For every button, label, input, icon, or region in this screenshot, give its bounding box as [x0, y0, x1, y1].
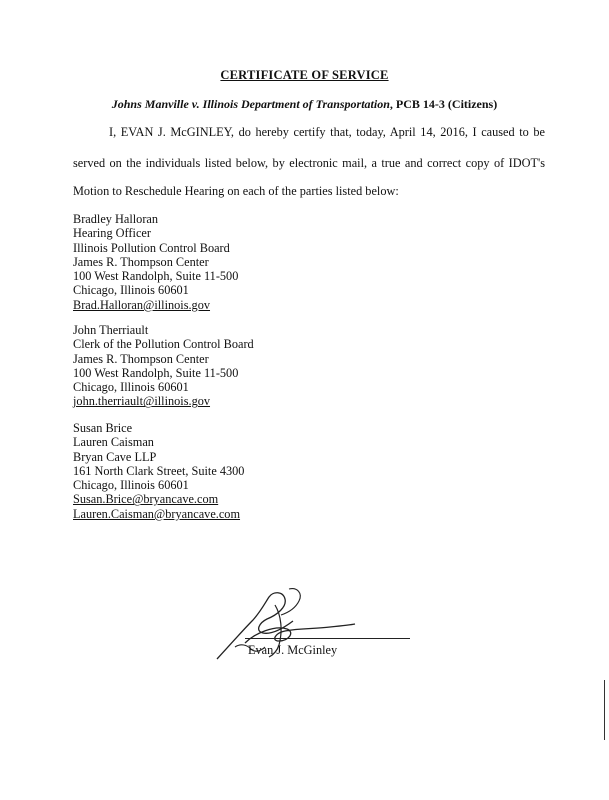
- recipient-email-link[interactable]: Susan.Brice@bryancave.com: [73, 492, 219, 507]
- recipient-firm: Bryan Cave LLP: [73, 449, 157, 464]
- recipient-name: Bradley Halloran: [73, 212, 159, 226]
- recipient-name: Susan Brice: [73, 421, 133, 435]
- signer-name: Evan J. McGinley: [248, 643, 338, 657]
- recipient-email-link[interactable]: john.therriault@illinois.gov: [73, 394, 211, 409]
- document-title: CERTIFICATE OF SERVICE: [220, 68, 389, 82]
- recipient-email-link[interactable]: Lauren.Caisman@bryancave.com: [73, 506, 241, 521]
- recipient-block-bryan-cave: [73, 421, 244, 521]
- signature-line: [245, 638, 410, 639]
- recipient-block-halloran: [73, 212, 238, 312]
- recipient-title: Clerk of the Pollution Control Board: [73, 337, 254, 352]
- recipient-organization: Illinois Pollution Control Board: [73, 240, 230, 255]
- case-number: , PCB 14-3 (Citizens): [389, 97, 498, 111]
- recipient-street: 100 West Randolph, Suite 11-500: [73, 365, 239, 380]
- recipient-name: Lauren Caisman: [73, 435, 154, 450]
- recipient-email-link[interactable]: Brad.Halloran@illinois.gov: [73, 297, 211, 312]
- recipient-name: John Therriault: [73, 323, 149, 337]
- recipient-city: Chicago, Illinois 60601: [73, 380, 189, 395]
- recipient-street: 161 North Clark Street, Suite 4300: [73, 463, 245, 478]
- recipient-building: James R. Thompson Center: [73, 351, 209, 366]
- recipient-street: 100 West Randolph, Suite 11-500: [73, 269, 239, 284]
- certification-line-3: Motion to Reschedule Hearing on each of the parties listed below:: [73, 184, 399, 198]
- certification-line-1: I, EVAN J. McGINLEY, do hereby certify that, today, April 14, 2016, I caused to be: [109, 125, 545, 139]
- recipient-title: Hearing Officer: [73, 226, 151, 241]
- case-name: Johns Manville v. Illinois Department of Transportation: [111, 97, 390, 111]
- recipient-building: James R. Thompson Center: [73, 254, 209, 269]
- recipient-block-therriault: [73, 323, 254, 409]
- recipient-city: Chicago, Illinois 60601: [73, 478, 189, 493]
- scan-edge-mark: [604, 680, 605, 740]
- case-caption: [0, 97, 609, 112]
- certification-line-2: served on the individuals listed below, by electronic mail, a true and correct copy of IDOT's: [73, 156, 545, 170]
- recipient-city: Chicago, Illinois 60601: [73, 283, 189, 298]
